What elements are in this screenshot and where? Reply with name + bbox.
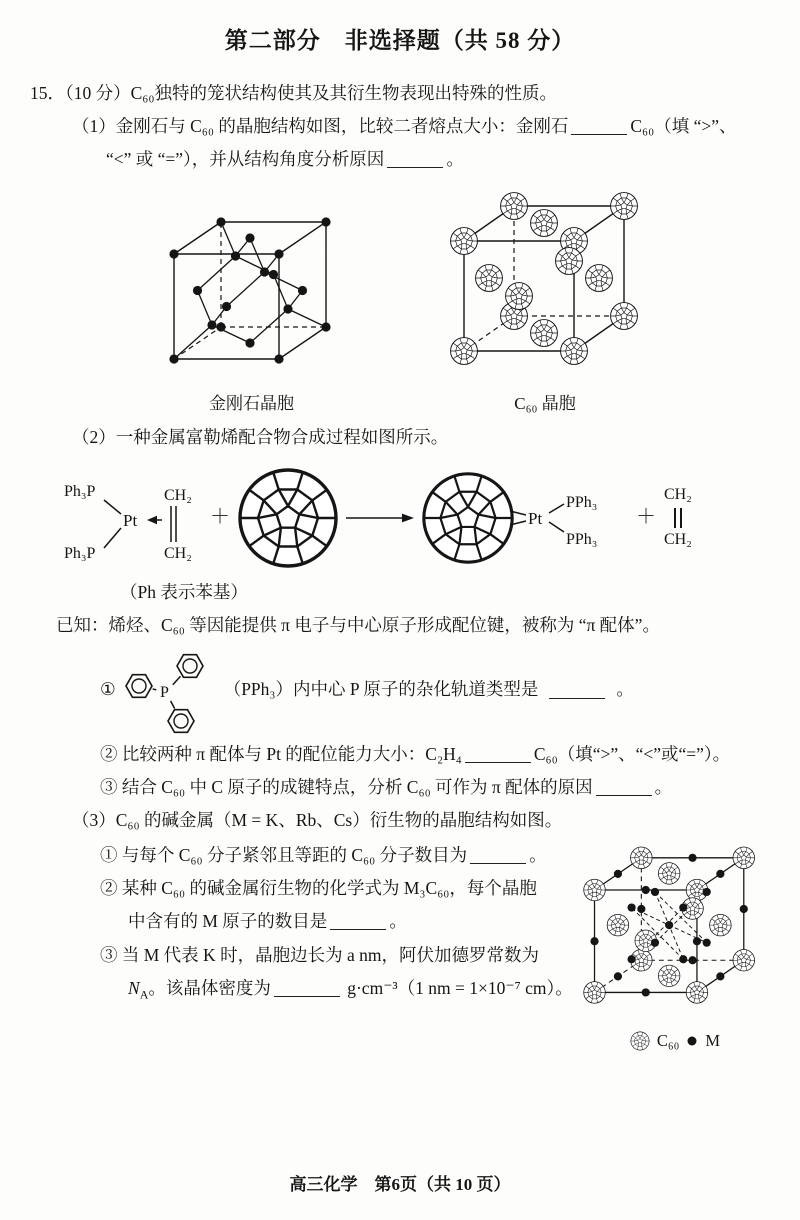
c60-unit-cell <box>439 186 651 376</box>
diamond-unit-cell <box>149 204 354 376</box>
ethylene-double-bond <box>171 506 176 542</box>
reaction-arrow <box>344 511 416 525</box>
c60-cell-figure <box>439 186 651 420</box>
part3-q2-line2 <box>100 905 575 937</box>
coordination-arrow-head <box>147 516 157 524</box>
part3-q3-text2: 。该晶体密度为 <box>148 978 271 999</box>
part1-line1 <box>30 110 770 142</box>
c60-legend-icon <box>630 1031 650 1051</box>
reaction-scheme <box>64 462 770 574</box>
subq-number: ① <box>100 679 116 700</box>
part3-questions <box>30 838 575 1007</box>
part1-text4: 。 <box>446 149 464 170</box>
answer-blank <box>596 778 652 796</box>
pph3-label: PPh₃ <box>566 530 598 548</box>
fullerene-balls <box>451 192 638 364</box>
part3-q3-text: 当 M 代表 K 时，晶胞边长为 a nm，阿伏加德罗常数为 <box>121 944 539 965</box>
part1-text1: 金刚石与 C₆₀ 的晶胞结构如图，比较二者熔点大小：金刚石 <box>115 115 569 136</box>
part2-q2 <box>30 738 770 770</box>
pt-label: Pt <box>123 510 138 530</box>
part3-q3-line1 <box>100 939 575 971</box>
part3-block <box>30 838 770 1057</box>
p-pt-bonds <box>104 500 121 548</box>
subq-number: ② <box>100 743 118 764</box>
page-footer: 高三化学 第6页（共 10 页） <box>289 1174 511 1194</box>
m3c60-legend <box>575 1026 775 1057</box>
ch2-label: CH₂ <box>664 530 692 548</box>
diamond-cell-figure <box>149 204 354 420</box>
ph3p-label: Ph₃P <box>64 544 96 562</box>
double-bond <box>674 508 682 528</box>
answer-blank <box>549 680 605 698</box>
part2-q1-end: 。 <box>616 679 634 700</box>
part3-q1 <box>100 839 575 871</box>
part3-q3-end: g·cm⁻³（1 nm = 1×10⁻⁷ cm）。 <box>347 978 573 999</box>
part2-q3 <box>30 771 770 803</box>
answer-blank <box>470 845 526 863</box>
part3-q1-end: 。 <box>529 844 547 865</box>
answer-blank <box>387 150 443 168</box>
c60-caption: C₆₀ 晶胞 <box>514 394 576 414</box>
part2-q1-text: （PPh₃）内中心 P 原子的杂化轨道类型是 <box>223 679 539 700</box>
c60-reactant-ball <box>238 468 338 568</box>
pt-ethylene-complex <box>64 462 202 574</box>
pph3-structure <box>124 644 216 736</box>
ch2-label: CH₂ <box>164 544 192 562</box>
question-15-stem <box>30 77 770 109</box>
m3c60-figure <box>575 838 775 1057</box>
part2-q2-text: 比较两种 π 配体与 Pt 的配位能力大小：C₂H₄ <box>121 743 462 764</box>
subq-number: ② <box>100 878 118 899</box>
answer-blank <box>274 979 340 997</box>
pt-p-bonds <box>549 504 564 532</box>
legend-c60-label: C₆₀ <box>656 1031 680 1051</box>
answer-blank <box>330 912 386 930</box>
subq-number: ③ <box>100 944 118 965</box>
answer-blank <box>571 117 627 135</box>
part3-label: （3） <box>72 810 116 831</box>
pph3-label: PPh₃ <box>566 493 598 511</box>
part3-q2-text: 某种 C₆₀ 的碱金属衍生物的化学式为 M₃C₆₀，每个晶胞 <box>121 878 537 899</box>
part3-q2-text2: 中含有的 M 原子的数目是 <box>128 911 328 932</box>
part2-intro <box>30 421 770 453</box>
section-title: 第二部分 非选择题（共 58 分） <box>224 28 576 53</box>
ch2-label: CH₂ <box>664 486 692 504</box>
phosphorus-label: P <box>159 683 169 701</box>
part1-figures <box>30 186 770 420</box>
ph-note: （Ph 表示苯基） <box>120 581 248 602</box>
part2-q3-end: 。 <box>654 776 673 797</box>
diamond-caption: 金刚石晶胞 <box>209 394 294 414</box>
part3-intro <box>30 804 770 836</box>
part2-q3-text: 结合 C₆₀ 中 C 原子的成键特点，分析 C₆₀ 可作为 π 配体的原因 <box>121 776 593 797</box>
ethylene-product <box>664 486 692 549</box>
answer-blank <box>465 744 531 762</box>
c60-pt-complex <box>422 462 628 574</box>
legend-m-label: M <box>705 1031 721 1051</box>
plus-sign: ＋ <box>210 506 230 529</box>
subq-number: ③ <box>100 776 118 797</box>
part1-text3: “<” 或 “=”），并从结构角度分析原因 <box>106 149 385 170</box>
part3-intro-text: C₆₀ 的碱金属（M = K、Rb、Cs）衍生物的晶胞结构如图。 <box>115 810 563 831</box>
plus-sign: ＋ <box>636 506 656 529</box>
part3-q3-line2 <box>100 972 575 1006</box>
part3-q1-text: 与每个 C₆₀ 分子紧邻且等距的 C₆₀ 分子数目为 <box>121 844 468 865</box>
avogadro-symbol: N <box>128 978 140 999</box>
part2-label: （2） <box>72 427 116 448</box>
part2-q1 <box>30 644 770 736</box>
pt-label: Pt <box>528 508 543 528</box>
question-text: C₆₀独特的笼状结构使其及其衍生物表现出特殊的性质。 <box>130 82 557 103</box>
ch2-label: CH₂ <box>164 486 192 504</box>
part1-line2 <box>30 143 770 175</box>
m-legend-icon <box>686 1035 698 1047</box>
subq-number: ① <box>100 844 118 865</box>
known-statement: 已知：烯烃、C₆₀ 等因能提供 π 电子与中心原子形成配位键，被称为 “π 配体”。 <box>56 615 660 636</box>
part3-q2-line1 <box>100 872 575 904</box>
part3-q2-end: 。 <box>389 911 407 932</box>
part1-text2: C₆₀（填 “>”、 <box>630 115 737 136</box>
m3c60-unit-cell <box>575 846 775 1014</box>
avogadro-subscript: A <box>139 987 149 1002</box>
ph3p-label: Ph₃P <box>64 482 96 500</box>
part2-intro-text: 一种金属富勒烯配合物合成过程如图所示。 <box>115 427 449 448</box>
part2-q2-end: C₆₀（填“>”、“<”或“=”）。 <box>533 743 731 764</box>
part1-label: （1） <box>72 115 116 136</box>
question-number: 15．（10 分） <box>30 82 131 103</box>
